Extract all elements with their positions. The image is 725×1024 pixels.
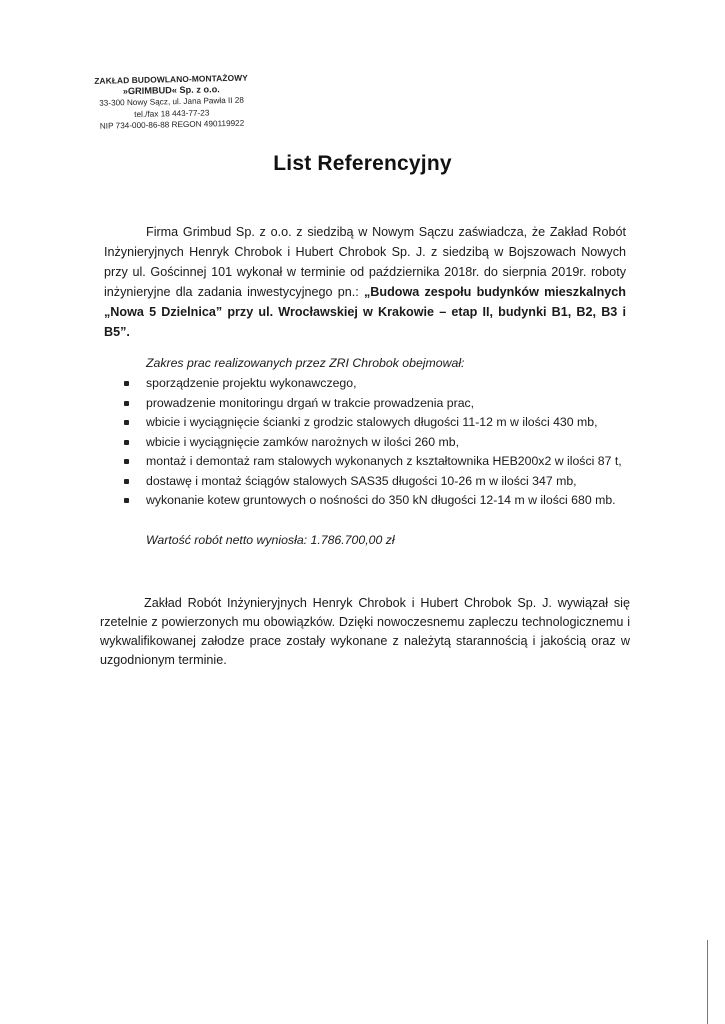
stamp-phone: tel./fax 18 443-77-23 bbox=[134, 108, 210, 119]
scope-heading: Zakres prac realizowanych przez ZRI Chrobok obejmował: bbox=[146, 356, 465, 370]
page-title: List Referencyjny bbox=[273, 152, 452, 175]
list-item-text: montaż i demontaż ram stalowych wykonanych z kształtownika HEB200x2 w ilości 87 t, bbox=[146, 454, 622, 468]
bullet-icon bbox=[124, 440, 129, 445]
bullet-icon bbox=[124, 381, 129, 386]
stamp-address: 33-300 Nowy Sącz, ul. Jana Pawła II 28 bbox=[99, 96, 245, 109]
list-item-text: sporządzenie projektu wykonawczego, bbox=[146, 376, 357, 390]
bullet-icon bbox=[124, 498, 129, 503]
bullet-icon bbox=[124, 459, 129, 464]
closing-paragraph bbox=[100, 594, 630, 670]
project-name: „Budowa zespołu budynków mieszkalnych „Nowa 5 Dzielnica” przy ul. Wrocławskiej w Krakowie – etap II, budynki B1, B2, B3 i B5” bbox=[104, 285, 626, 339]
intro-text: Firma Grimbud Sp. z o.o. z siedzibą w Nowym Sączu zaświadcza, że Zakład Robót Inżynieryjnych Henryk Chrobok i Hubert Chrobok Sp. J. z siedzibą w Bojszowach Nowych przy ul. Gościnnej 101 wykonał w terminie od października 2018r. do sierpnia 2019r. roboty inżynieryjne dla zadania inwestycyjnego pn.: bbox=[104, 225, 626, 299]
scope-list bbox=[122, 374, 642, 511]
list-item bbox=[122, 472, 642, 492]
intro-end: . bbox=[126, 325, 130, 339]
intro-paragraph bbox=[104, 222, 626, 342]
stamp-ids: NIP 734-000-86-88 REGON 490119922 bbox=[99, 118, 245, 131]
bullet-icon bbox=[124, 479, 129, 484]
list-item bbox=[122, 491, 642, 511]
list-item-text: wbicie i wyciągnięcie zamków narożnych w ilości 260 mb, bbox=[146, 434, 460, 449]
list-item bbox=[122, 394, 642, 414]
stamp-company-type: ZAKŁAD BUDOWLANO-MONTAŻOWY bbox=[94, 72, 248, 86]
list-item bbox=[122, 452, 642, 472]
net-value-line: Wartość robót netto wyniosła: 1.786.700,00 zł bbox=[146, 533, 395, 547]
stamp-brand: »GRIMBUD« Sp. z o.o. bbox=[122, 84, 220, 97]
bullet-icon bbox=[124, 401, 129, 406]
scan-edge-line bbox=[707, 940, 708, 1024]
company-stamp bbox=[86, 72, 257, 132]
list-item bbox=[122, 374, 642, 394]
list-item bbox=[122, 413, 642, 433]
list-item-text: wykonanie kotew gruntowych o nośności do 350 kN długości 12-14 m w ilości 680 mb. bbox=[146, 493, 616, 507]
bullet-icon bbox=[124, 420, 129, 425]
list-item-text: wbicie i wyciągnięcie ścianki z grodzic stalowych długości 11-12 m w ilości 430 mb, bbox=[146, 415, 598, 429]
list-item bbox=[122, 433, 642, 453]
list-item-text: dostawę i montaż ściągów stalowych SAS35 długości 10-26 m w ilości 347 mb, bbox=[146, 473, 577, 488]
list-item-text: prowadzenie monitoringu drgań w trakcie prowadzenia prac, bbox=[146, 395, 475, 410]
closing-text: Zakład Robót Inżynieryjnych Henryk Chrobok i Hubert Chrobok Sp. J. wywiązał się rzetelnie z powierzonych mu obowiązków. Dzięki nowoczesnemu zapleczu technologicznemu i wykwalifikowanej załodze prace zostały wykonane z należytą starannością i jakością oraz w uzgodnionym terminie. bbox=[100, 596, 630, 667]
